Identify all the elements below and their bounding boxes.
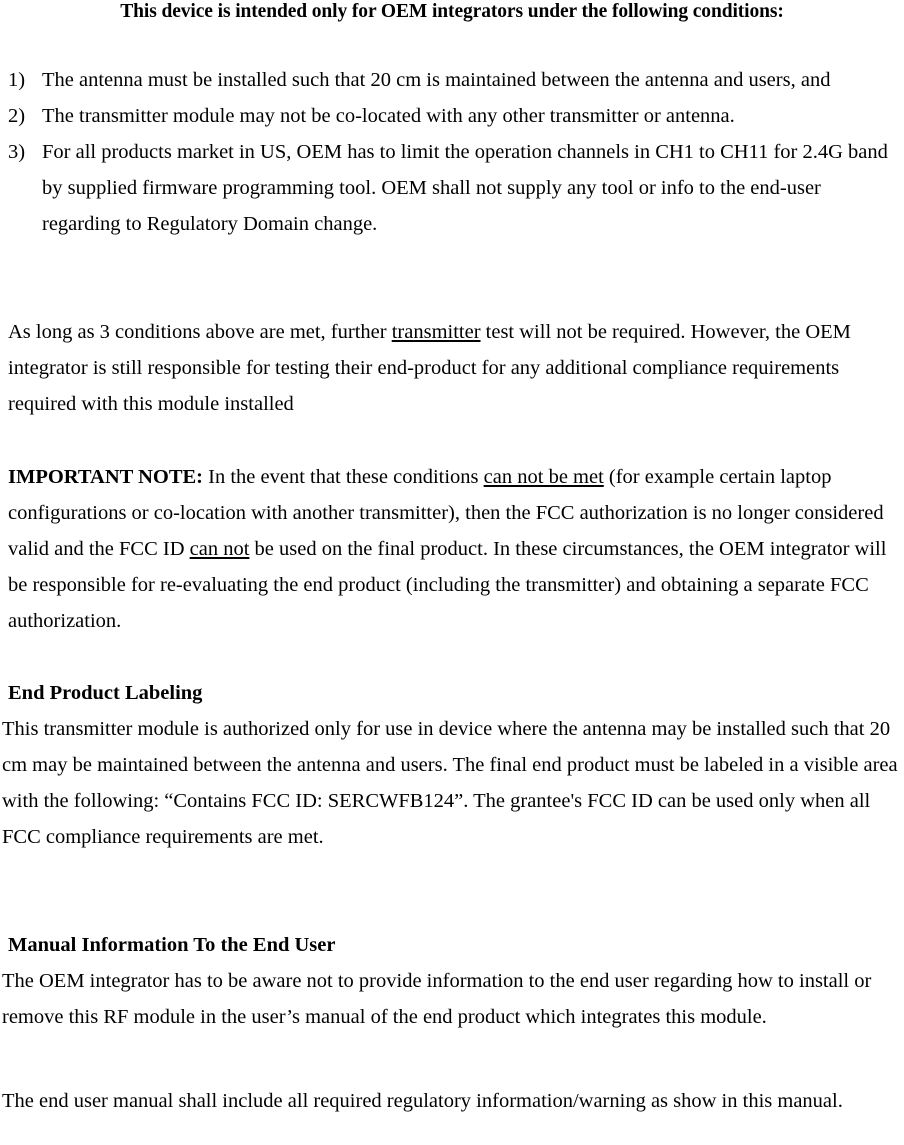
page-heading: This device is intended only for OEM integrators under the following conditions: xyxy=(120,1,784,22)
important-note-paragraph xyxy=(0,459,904,639)
list-item-text: The transmitter module may not be co-located with any other transmitter or antenna. xyxy=(42,105,735,127)
important-note-text-2: (for example certain laptop configurations or co-location with another transmitter), then the FCC authorization is no longer considered valid and the FCC ID xyxy=(8,466,884,560)
list-item xyxy=(0,134,904,242)
transmitter-underlined: transmitter xyxy=(391,321,481,343)
manual-information-body-1: The OEM integrator has to be aware not to provide information to the end user regarding how to install or remove this RF module in the user’s manual of the end product which integrates this module. xyxy=(2,970,872,1028)
further-test-text-1: As long as 3 conditions above are met, further xyxy=(8,321,392,343)
important-note-label: IMPORTANT NOTE: xyxy=(8,466,203,488)
can-not-be-met-underlined: can not be met xyxy=(483,466,604,488)
list-item-number: 2) xyxy=(8,105,26,127)
further-test-text-2: test will not be required. However, the OEM integrator is still responsible for testing their end-product for any additional compliance requirements required with this module installed xyxy=(8,321,851,415)
end-product-labeling-title: End Product Labeling xyxy=(8,682,203,704)
list-item xyxy=(0,62,904,98)
important-note-text-1: In the event that these conditions xyxy=(203,466,484,488)
further-test-paragraph xyxy=(0,314,904,422)
can-not-underlined: can not xyxy=(189,538,250,560)
end-product-labeling-body: This transmitter module is authorized only for use in device where the antenna may be installed such that 20 cm may be maintained between the antenna and users. The final end product must be labeled in a visible area with the following: “Contains FCC ID: SERCWFB124”. The grantee's FCC ID can be used only when all FCC compliance requirements are met. xyxy=(2,718,898,848)
manual-information-body-2: The end user manual shall include all required regulatory information/warning as show in this manual. xyxy=(2,1090,843,1112)
list-item xyxy=(0,98,904,134)
list-item-number: 1) xyxy=(8,69,26,91)
list-item-number: 3) xyxy=(8,141,26,163)
list-item-text: The antenna must be installed such that 20 cm is maintained between the antenna and users, and xyxy=(42,69,831,91)
conditions-list xyxy=(0,62,904,242)
list-item-text: For all products market in US, OEM has to limit the operation channels in CH1 to CH11 for 2.4G band by supplied firmware programming tool. OEM shall not supply any tool or info to the end-user regarding to Regulatory Domain change. xyxy=(42,141,888,235)
manual-information-title: Manual Information To the End User xyxy=(8,934,336,956)
important-note-text-3: be used on the final product. In these circumstances, the OEM integrator will be responsible for re-evaluating the end product (including the transmitter) and obtaining a separate FCC authorization. xyxy=(8,538,887,632)
